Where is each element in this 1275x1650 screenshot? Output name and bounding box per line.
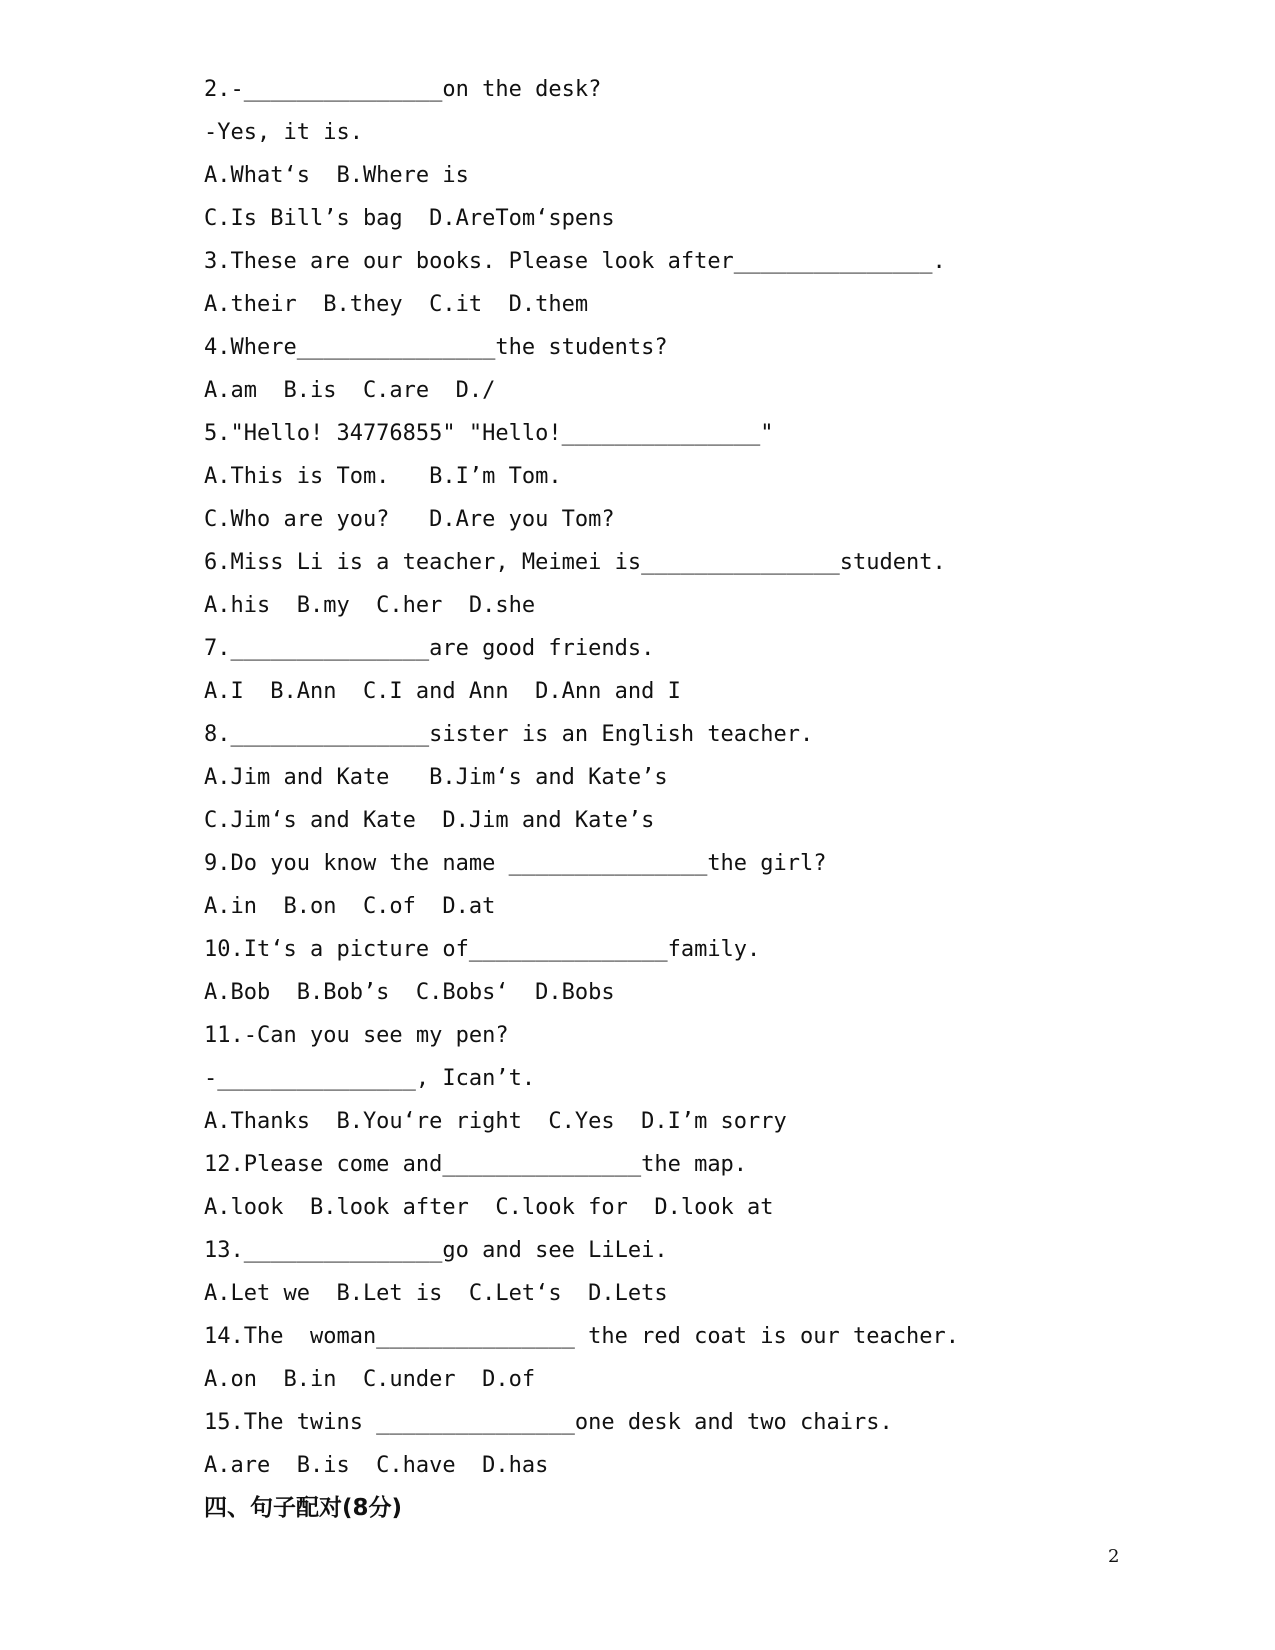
section-heading: 四、句子配对(8分) [204,1495,403,1521]
question-3: 3.These are our books. Please look after_______________. [204,249,946,274]
question-10: 10.It‘s a picture of_______________family. [204,937,761,962]
question-8: 8._______________sister is an English teacher. [204,722,814,747]
options-line: C.Who are you? D.Are you Tom? [204,507,615,532]
options-line: A.his B.my C.her D.she [204,593,536,618]
question-11: 11.-Can you see my pen? [204,1023,509,1048]
options-line: A.Bob B.Bob’s C.Bobs‘ D.Bobs [204,980,615,1005]
options-line: A.This is Tom. B.I’m Tom. [204,464,562,489]
options-line: A.Let we B.Let is C.Let‘s D.Lets [204,1281,668,1306]
options-line: A.are B.is C.have D.has [204,1453,549,1478]
question-4: 4.Where_______________the students? [204,335,668,360]
options-line: A.their B.they C.it D.them [204,292,589,317]
question-9: 9.Do you know the name _______________the girl? [204,851,827,876]
document-body [204,68,1204,1530]
options-line: C.Jim‘s and Kate D.Jim and Kate’s [204,808,655,833]
options-line: A.look B.look after C.look for D.look at [204,1195,774,1220]
question-13: 13._______________go and see LiLei. [204,1238,668,1263]
question-7: 7._______________are good friends. [204,636,655,661]
options-line: C.Is Bill’s bag D.AreTom‘spens [204,206,615,231]
answer-line: -Yes, it is. [204,120,363,145]
options-line: A.What‘s B.Where is [204,163,469,188]
options-line: A.Jim and Kate B.Jim‘s and Kate’s [204,765,668,790]
options-line: A.I B.Ann C.I and Ann D.Ann and I [204,679,681,704]
question-2: 2.-_______________on the desk? [204,77,602,102]
answer-line: -_______________, Ican’t. [204,1066,536,1091]
question-6: 6.Miss Li is a teacher, Meimei is_______________student. [204,550,946,575]
question-5: 5."Hello! 34776855" "Hello!_______________" [204,421,774,446]
options-line: A.on B.in C.under D.of [204,1367,536,1392]
page-number: 2 [1108,1546,1120,1567]
options-line: A.Thanks B.You‘re right C.Yes D.I’m sorry [204,1109,787,1134]
question-15: 15.The twins _______________one desk and two chairs. [204,1410,893,1435]
options-line: A.am B.is C.are D./ [204,378,496,403]
question-12: 12.Please come and_______________the map. [204,1152,748,1177]
options-line: A.in B.on C.of D.at [204,894,496,919]
question-14: 14.The woman_______________ the red coat is our teacher. [204,1324,959,1349]
